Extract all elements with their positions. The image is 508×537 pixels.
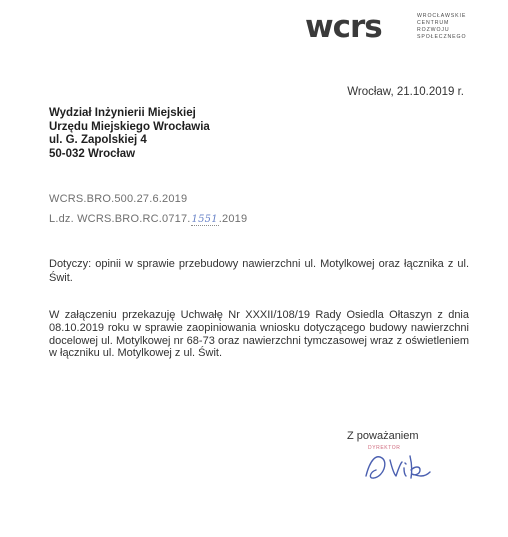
recipient-line: Urzędu Miejskiego Wrocławia bbox=[49, 120, 210, 133]
ldz-handwritten-number: 1551 bbox=[191, 214, 218, 225]
logo-subtitle-line: ROZWOJU bbox=[417, 27, 450, 33]
wcrs-logo bbox=[305, 10, 483, 44]
ldz-suffix: .2019 bbox=[218, 213, 248, 225]
recipient-line: Wydział Inżynierii Miejskiej bbox=[49, 107, 196, 119]
handwritten-signature bbox=[360, 446, 450, 486]
reference-number: WCRS.BRO.500.27.6.2019 bbox=[49, 193, 188, 205]
recipient-address bbox=[49, 107, 210, 161]
logo-mark: wcrs bbox=[305, 9, 382, 45]
logo-subtitle-line: SPOŁECZNEGO bbox=[417, 34, 467, 40]
logo-subtitle-line: WROCŁAWSKIE bbox=[417, 13, 467, 19]
logo-subtitle-line: CENTRUM bbox=[417, 20, 450, 26]
ldz-prefix: L.dz. WCRS.BRO.RC.0717. bbox=[49, 213, 191, 225]
ldz-number bbox=[49, 213, 247, 226]
letter-body: W załączeniu przekazuję Uchwałę Nr XXXII/108/19 Rady Osiedla Ołtaszyn z dnia 08.10.2019 roku w sprawie zaopiniowania wniosku dotyczącego budowy nawierzchni docelowej ul. Motylkowej nr 68-73 oraz nawierzchni tymczasowej wraz z oświetleniem w łączniku ul. Motylkowej z ul. Świt. bbox=[49, 309, 469, 360]
subject-line: Dotyczy: opinii w sprawie przebudowy nawierzchni ul. Motylkowej oraz łącznika z ul. Świt. bbox=[49, 258, 469, 284]
signature-stroke bbox=[366, 456, 430, 478]
recipient-line: ul. G. Zapolskiej 4 bbox=[49, 134, 147, 146]
recipient-line: 50-032 Wrocław bbox=[49, 147, 136, 160]
director-stamp: DYREKTOR bbox=[368, 445, 401, 451]
place-date: Wrocław, 21.10.2019 r. bbox=[347, 86, 464, 98]
closing-phrase: Z poważaniem bbox=[347, 430, 419, 442]
logo-subtitle bbox=[417, 13, 483, 41]
